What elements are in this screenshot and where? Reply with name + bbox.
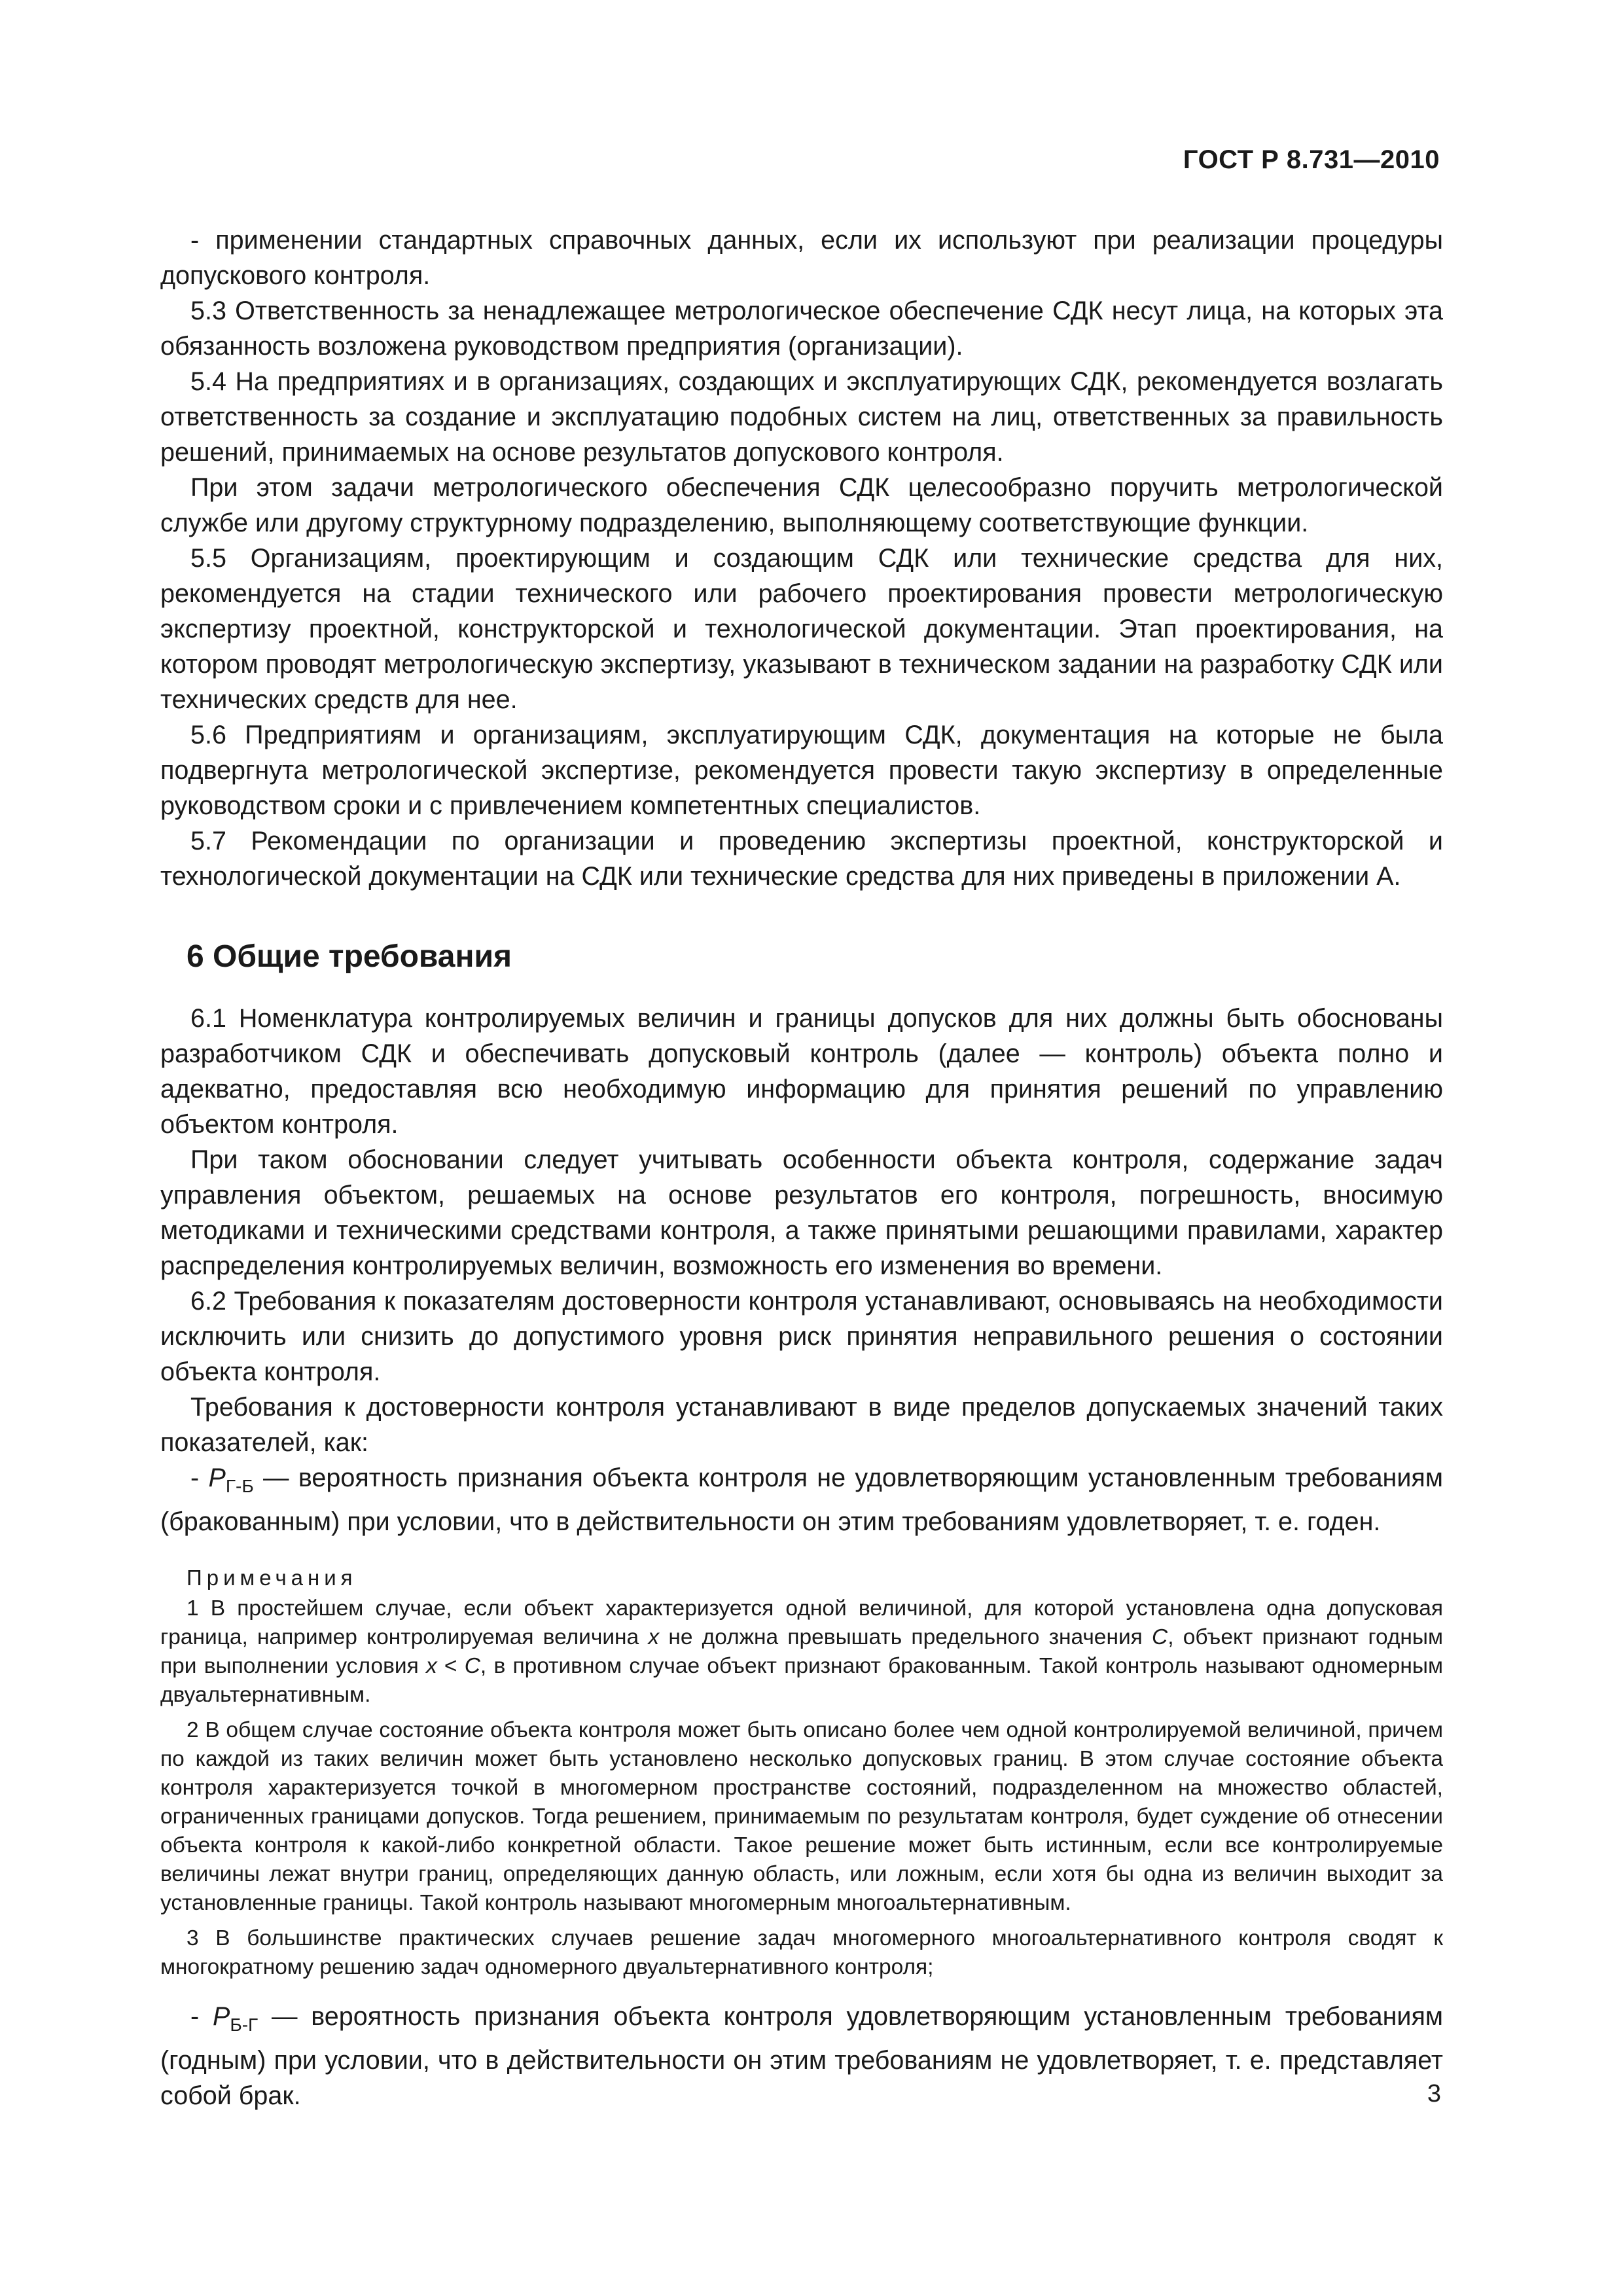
condition-operator: < xyxy=(437,1654,465,1678)
note-text: не должна превышать предельного значения xyxy=(659,1625,1152,1649)
list-item-text: — вероятность признания объекта контроля удовлетворяющим установленным требованиям (годным) при условии, что в действительности он этим требованиям не удовлетворяет, т. е. представляет собой брак. xyxy=(160,2002,1443,2110)
probability-subscript: Б-Г xyxy=(230,2015,259,2035)
paragraph-6-2: 6.2 Требования к показателям достоверности контроля устанавливают, основываясь на необходимости исключить или снизить до допустимого уровня риск принятия неправильного решения о состоянии объекта контроля. xyxy=(160,1287,1443,1386)
paragraph-5-5: 5.5 Организациям, проектирующим и создающим СДК или технические средства для них, рекомендуется на стадии технического или рабочего проектирования провести метрологическую экспертизу проектной, конструкторской и технологической документации. Этап проектирования, на котором проводят метрологическую экспертизу, указывают в техническом задании на разработку СДК или технических средств для нее. xyxy=(160,544,1443,714)
list-item-probability-bg xyxy=(160,1999,1443,2113)
note-text: , в противном случае объект признают бракованным. Такой контроль называют одномерным двуальтернативным. xyxy=(160,1654,1443,1707)
section-title: 6 Общие требования xyxy=(187,939,512,974)
document-code-header: ГОСТ Р 8.731—2010 xyxy=(1183,145,1440,174)
list-item-text: — вероятность признания объекта контроля не удовлетворяющим установленным требованиям (бракованным) при условии, что в действительности он этим требованиям удовлетворяет, т. е. годен. xyxy=(160,1463,1443,1536)
note-text: 1 В простейшем случае, если объект характеризуется одной величиной, для которой установлена одна допусковая граница, например контролируемая величина xyxy=(160,1596,1443,1649)
paragraph-6-1: 6.1 Номенклатура контролируемых величин и границы допусков для них должны быть обоснованы разработчиком СДК и обеспечивать допусковый контроль (далее — контроль) объекта полно и адекватно, предоставляя всю необходимую информацию для принятия решений по управлению объектом контроля. xyxy=(160,1004,1443,1139)
page-body xyxy=(160,223,1443,2113)
paragraph-5-4: 5.4 На предприятиях и в организациях, создающих и эксплуатирующих СДК, рекомендуется возлагать ответственность за создание и эксплуатацию подобных систем на лиц, ответственных за правильность решений, принимаемых на основе результатов допускового контроля. xyxy=(160,367,1443,467)
variable-c: C xyxy=(1152,1625,1168,1649)
probability-symbol: P xyxy=(212,2002,230,2031)
note-text: , объект признают годным при выполнении условия xyxy=(160,1625,1443,1678)
paragraph-5-7: 5.7 Рекомендации по организации и проведению экспертизы проектной, конструкторской и технологической документации на СДК или технические средства для них приведены в приложении А. xyxy=(160,827,1443,891)
paragraph: При таком обосновании следует учитывать особенности объекта контроля, содержание задач управления объектом, решаемых на основе результатов его контроля, погрешность, вносимую методиками и техническими средствами контроля, а также принятыми решающими правилами, характер распределения контролируемых величин, возможность его изменения во времени. xyxy=(160,1145,1443,1280)
list-dash: - xyxy=(190,1463,209,1492)
condition-x: x xyxy=(425,1654,437,1678)
notes-heading: Примечания xyxy=(187,1566,357,1590)
page-number: 3 xyxy=(1427,2080,1441,2108)
paragraph: При этом задачи метрологического обеспечения СДК целесообразно поручить метрологической службе или другому структурному подразделению, выполняющему соответствующие функции. xyxy=(160,473,1443,537)
note-3: 3 В большинстве практических случаев решение задач многомерного многоальтернативного контроля сводят к многократному решению задач одномерного двуальтернативного контроля; xyxy=(160,1926,1443,1979)
probability-subscript: Г-Б xyxy=(225,1476,254,1496)
paragraph-5-6: 5.6 Предприятиям и организациям, эксплуатирующим СДК, документация на которые не была подвергнута метрологической экспертизе, рекомендуется провести такую экспертизу в определенные руководством сроки и с привлечением компетентных специалистов. xyxy=(160,721,1443,820)
list-item-probability-gb xyxy=(160,1460,1443,1539)
paragraph-5-3: 5.3 Ответственность за ненадлежащее метрологическое обеспечение СДК несут лица, на которых эта обязанность возложена руководством предприятия (организации). xyxy=(160,296,1443,361)
paragraph: - применении стандартных справочных данных, если их используют при реализации процедуры допускового контроля. xyxy=(160,226,1443,290)
probability-symbol: P xyxy=(208,1463,226,1492)
list-dash: - xyxy=(190,2002,213,2031)
note-1 xyxy=(160,1594,1443,1710)
condition-c: C xyxy=(464,1654,480,1678)
paragraph: Требования к достоверности контроля устанавливают в виде пределов допускаемых значений таких показателей, как: xyxy=(160,1393,1443,1457)
variable-x: x xyxy=(648,1625,660,1649)
note-2: 2 В общем случае состояние объекта контроля может быть описано более чем одной контролируемой величиной, причем по каждой из таких величин может быть установлено несколько допусковых границ. В этом случае состояние объекта контроля характеризуется точкой в многомерном пространстве состояний, подразделенном на множество областей, ограниченных границами допусков. Тогда решением, принимаемым по результатам контроля, будет суждение об отнесении объекта контроля к какой-либо конкретной области. Такое решение может быть истинным, если все контролируемые величины лежат внутри границ, определяющих данную область, или ложным, если хотя бы одна из величин выходит за установленные границы. Такой контроль называют многомерным многоальтернативным. xyxy=(160,1718,1443,1915)
